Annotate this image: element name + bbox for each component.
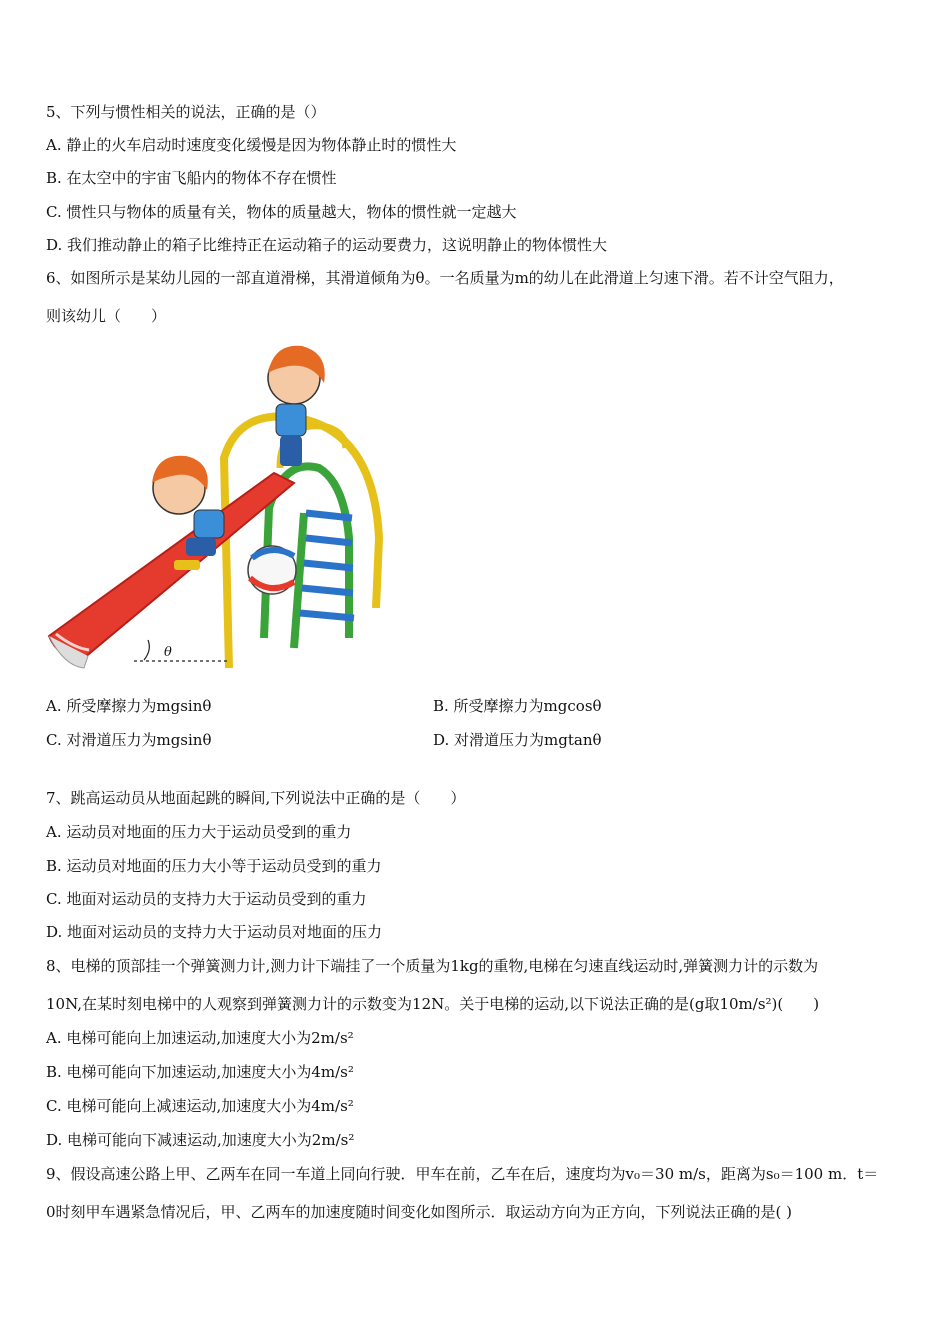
q5-option-b: B. 在太空中的宇宙飞船内的物体不存在惯性 — [46, 169, 337, 187]
q8-stem-line1: 8、电梯的顶部挂一个弹簧测力计,测力计下端挂了一个质量为1kg的重物,电梯在匀速直线运动时,弹簧测力计的示数为 — [46, 957, 819, 975]
q5-option-c: C. 惯性只与物体的质量有关，物体的质量越大，物体的惯性就一定越大 — [46, 203, 517, 221]
q6-option-a: A. 所受摩擦力为mgsinθ — [46, 697, 212, 715]
q8-option-a: A. 电梯可能向上加速运动,加速度大小为2m/s² — [46, 1029, 354, 1047]
q8-stem-line2: 10N,在某时刻电梯中的人观察到弹簧测力计的示数变为12N。关于电梯的运动,以下说法正确的是(g取10m/s²)( ) — [46, 995, 820, 1013]
q9-stem-line2: 0时刻甲车遇紧急情况后，甲、乙两车的加速度随时间变化如图所示．取运动方向为正方向，下列说法正确的是( ) — [46, 1203, 793, 1221]
angle-theta-label: θ — [164, 645, 172, 660]
q8-option-b: B. 电梯可能向下加速运动,加速度大小为4m/s² — [46, 1063, 354, 1081]
slide-illustration — [44, 338, 384, 673]
q8-option-c: C. 电梯可能向上减速运动,加速度大小为4m/s² — [46, 1097, 354, 1115]
q9-stem-line1: 9、假设高速公路上甲、乙两车在同一车道上同向行驶．甲车在前，乙车在后，速度均为v₀＝30 m/s，距离为s₀＝100 m．t＝ — [46, 1165, 879, 1183]
q7-stem: 7、跳高运动员从地面起跳的瞬间,下列说法中正确的是（ ） — [46, 789, 466, 807]
q5-stem: 5、下列与惯性相关的说法，正确的是（） — [46, 103, 326, 121]
q7-option-b: B. 运动员对地面的压力大小等于运动员受到的重力 — [46, 857, 382, 875]
q6-stem-line1: 6、如图所示是某幼儿园的一部直道滑梯，其滑道倾角为θ。一名质量为m的幼儿在此滑道上匀速下滑。若不计空气阻力， — [46, 269, 844, 287]
q6-option-d: D. 对滑道压力为mgtanθ — [433, 731, 602, 749]
q5-option-d: D. 我们推动静止的箱子比维持正在运动箱子的运动要费力，这说明静止的物体惯性大 — [46, 236, 608, 254]
q7-option-a: A. 运动员对地面的压力大于运动员受到的重力 — [46, 823, 352, 841]
q6-option-b: B. 所受摩擦力为mgcosθ — [433, 697, 602, 715]
q5-option-a: A. 静止的火车启动时速度变化缓慢是因为物体静止时的惯性大 — [46, 136, 457, 154]
q8-option-d: D. 电梯可能向下减速运动,加速度大小为2m/s² — [46, 1131, 355, 1149]
q6-stem-line2: 则该幼儿（ ） — [46, 307, 167, 325]
q6-option-c: C. 对滑道压力为mgsinθ — [46, 731, 212, 749]
q7-option-c: C. 地面对运动员的支持力大于运动员受到的重力 — [46, 890, 367, 908]
q7-option-d: D. 地面对运动员的支持力大于运动员对地面的压力 — [46, 923, 383, 941]
